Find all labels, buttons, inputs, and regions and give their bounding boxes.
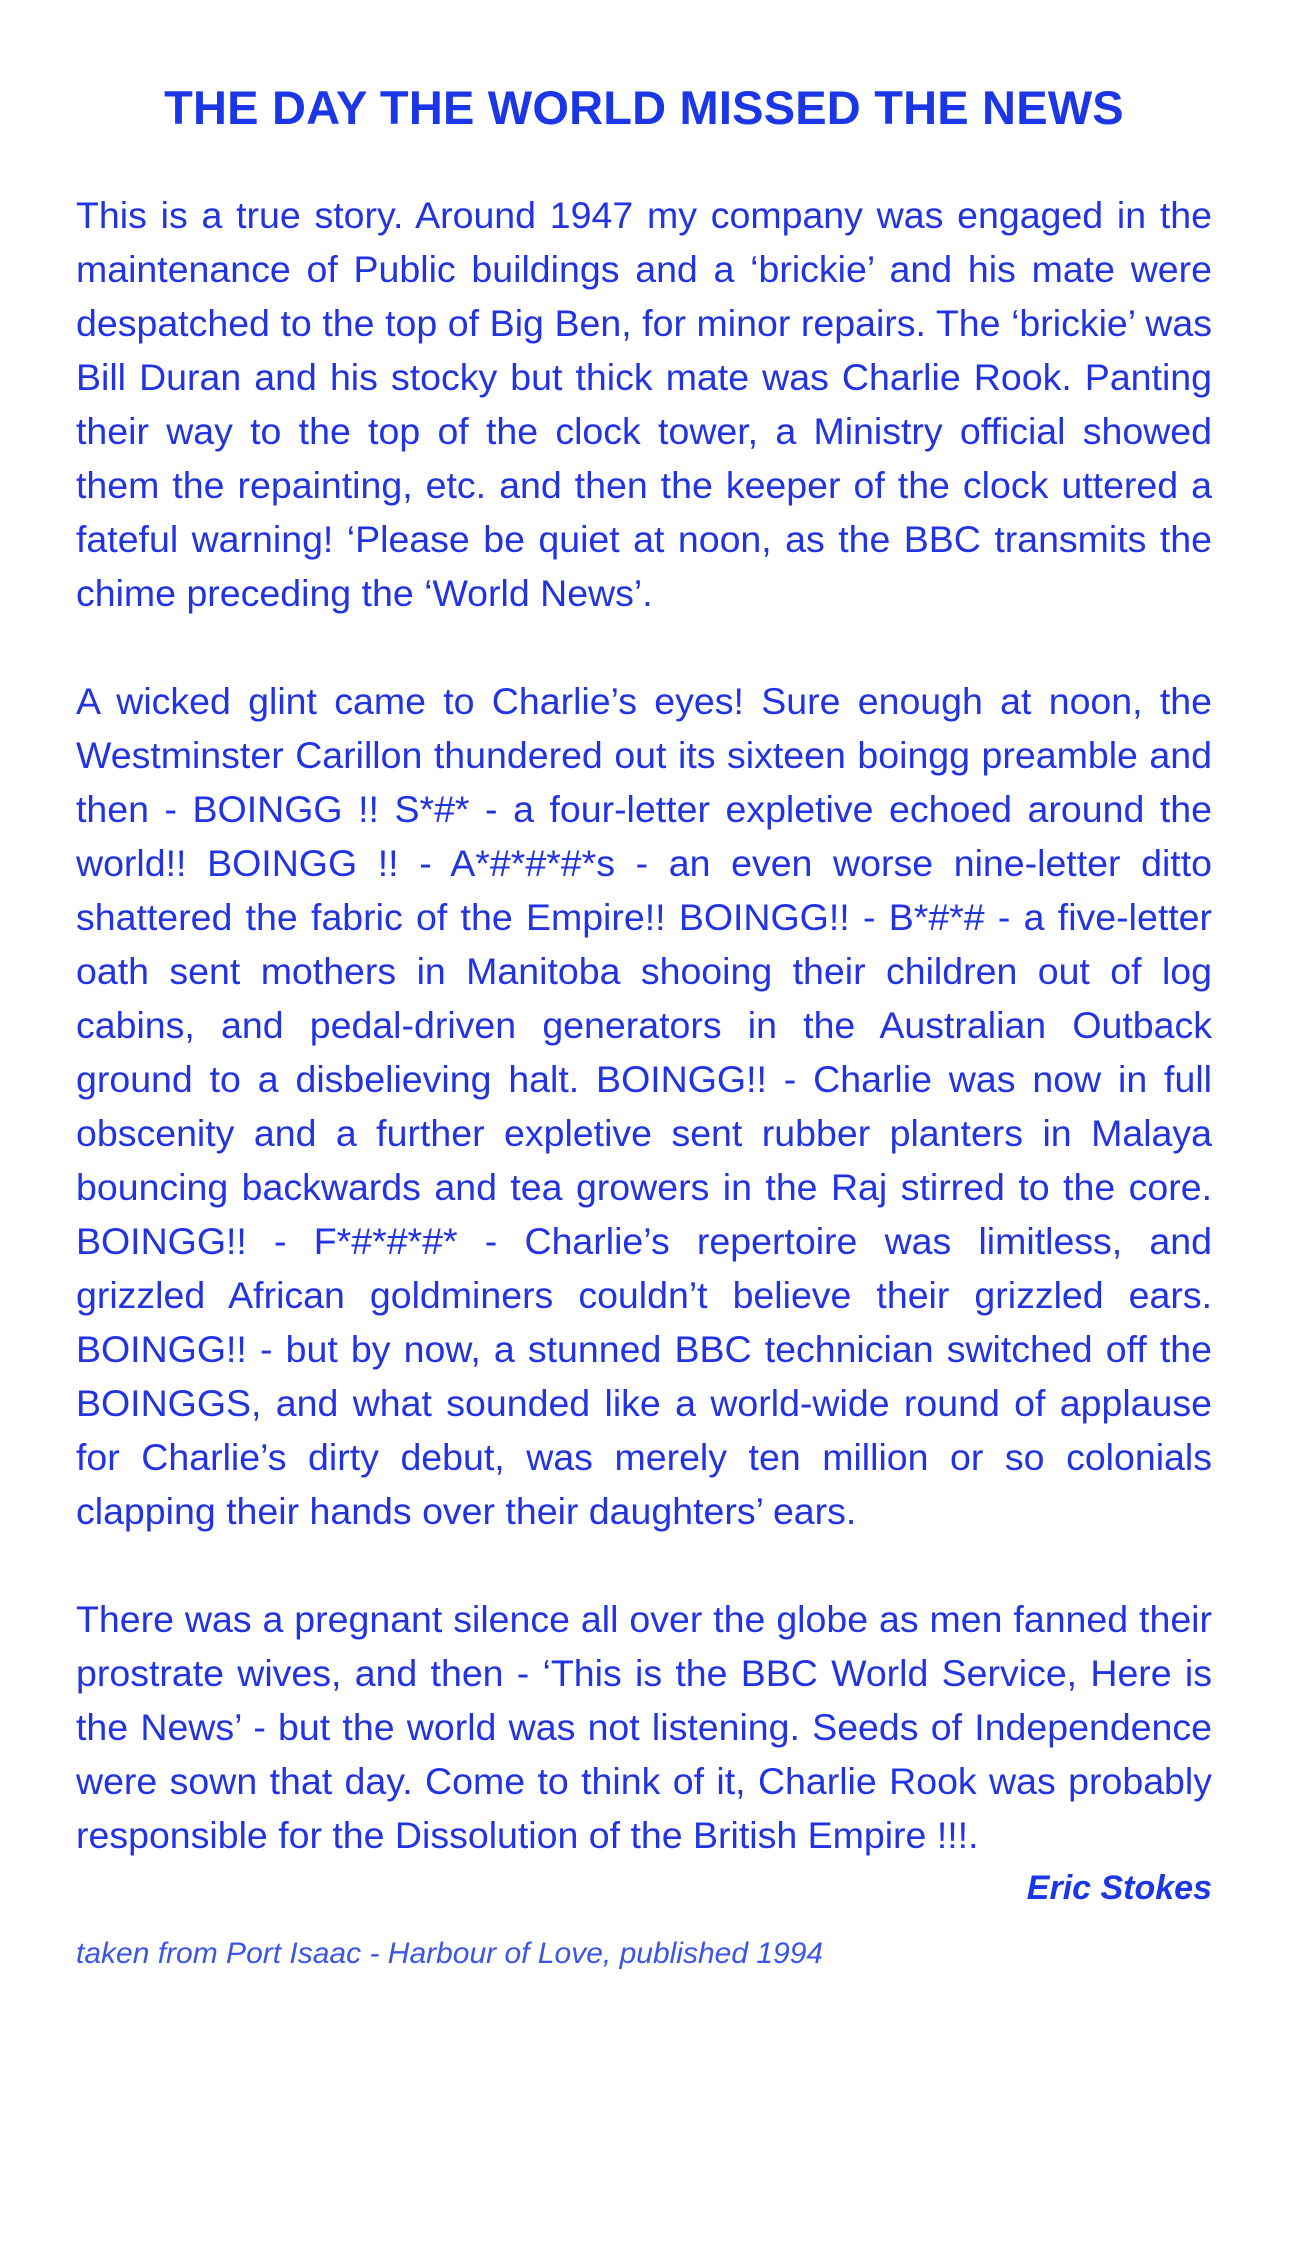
article <box>76 0 1212 1974</box>
paragraph-1: This is a true story. Around 1947 my company was engaged in the maintenance of Public buildings and a ‘brickie’ and his mate were despatched to the top of Big Ben, for minor repairs. The ‘brickie’ was Bill Duran and his stocky but thick mate was Charlie Rook. Panting their way to the top of the clock tower, a Ministry official showed them the repainting, etc. and then the keeper of the clock uttered a fateful warning! ‘Please be quiet at noon, as the BBC transmits the chime preceding the ‘World News’. <box>76 194 1212 614</box>
article-body <box>76 188 1212 1862</box>
author-name: Eric Stokes <box>1026 1869 1212 1907</box>
source-citation: taken from Port Isaac - Harbour of Love, published 1994 <box>76 1937 824 1970</box>
article-title: THE DAY THE WORLD MISSED THE NEWS <box>164 81 1124 134</box>
paragraph-2: A wicked glint came to Charlie’s eyes! Sure enough at noon, the Westminster Carillon thundered out its sixteen boingg preamble and then - BOINGG !! S*#* - a four-letter expletive echoed around the world!! BOINGG !! - A*#*#*#*s - an even worse nine-letter ditto shattered the fabric of the Empire!! BOINGG!! - B*#*# - a five-letter oath sent mothers in Manitoba shooing their children out of log cabins, and pedal-driven generators in the Australian Outback ground to a disbelieving halt. BOINGG!! - Charlie was now in full obscenity and a further expletive sent rubber planters in Malaya bouncing backwards and tea growers in the Raj stirred to the core. BOINGG!! - F*#*#*#* - Charlie’s repertoire was limitless, and grizzled African goldminers couldn’t believe their grizzled ears. BOINGG!! - but by now, a stunned BBC technician switched off the BOINGGS, and what sounded like a world-wide round of applause for Charlie’s dirty debut, was merely ten million or so colonials clapping their hands over their daughters’ ears. <box>76 680 1212 1532</box>
paragraph-3: There was a pregnant silence all over the globe as men fanned their prostrate wives, and then - ‘This is the BBC World Service, Here is the News’ - but the world was not listening. Seeds of Independence were sown that day. Come to think of it, Charlie Rook was probably responsible for the Dissolution of the British Empire !!!. <box>76 1598 1212 1856</box>
